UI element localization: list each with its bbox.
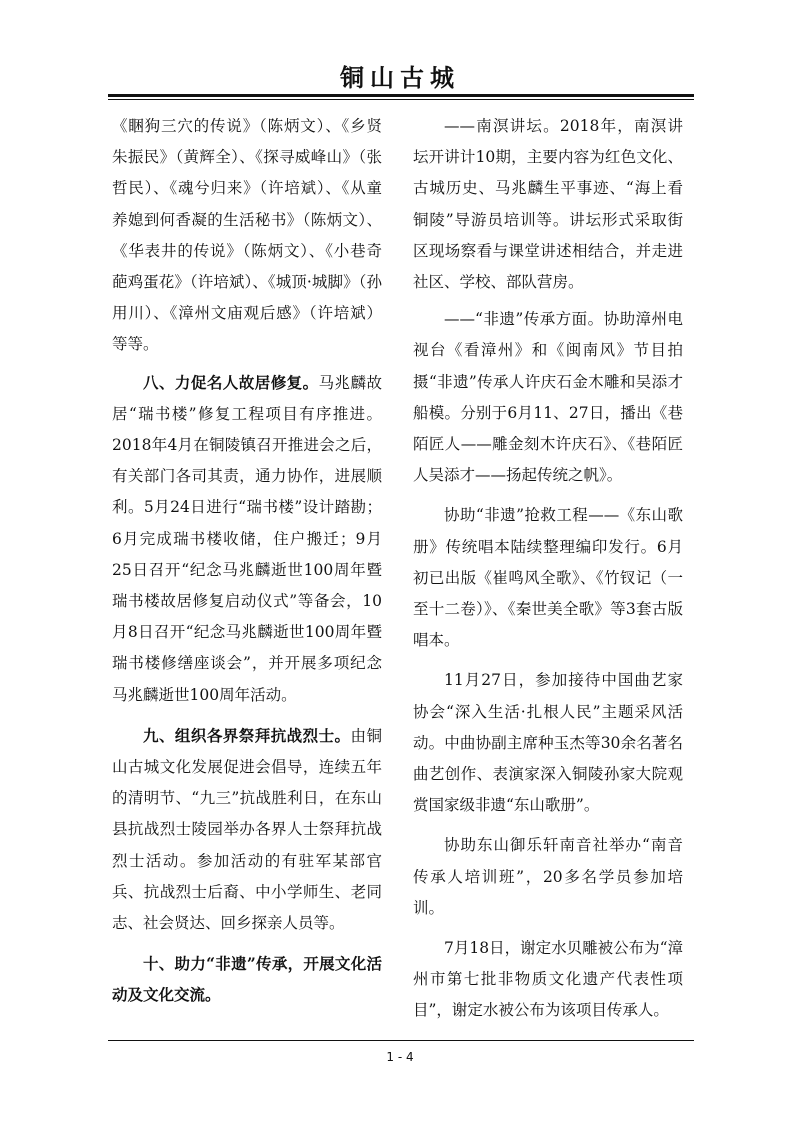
left-paragraph-1: 《睏狗三穴的传说》（陈炳文）、《乡贤朱振民》（黄辉全）、《探寻威峰山》（张哲民）、《魂兮归来》（许培斌）、《从童养媳到何香凝的生活秘书》（陈炳文）、《华表井的传说》（陈炳文）、《小巷奇葩鸡蛋花》（许培斌）、《城顶·城脚》（孙用川）、《漳州文庙观后感》（许培斌）等等。 bbox=[112, 117, 382, 354]
right-paragraph-6: 7月18日，谢定水贝雕被公布为“漳州市第七批非物质文化遗产代表性项目”，谢定水被公布为该项目传承人。 bbox=[413, 939, 684, 1020]
footer-rule bbox=[108, 1040, 694, 1041]
section-8-heading: 八、力促名人故居修复。 bbox=[143, 372, 319, 392]
left-column bbox=[112, 111, 382, 1011]
right-paragraph-4: 11月27日，参加接待中国曲艺家协会“深入生活·扎根人民”主题采风活动。中曲协副主席种玉杰等30余名著名曲艺创作、表演家深入铜陵孙家大院观赏国家级非遗“东山歌册”。 bbox=[413, 671, 683, 815]
header-rule-thin bbox=[108, 99, 694, 100]
right-paragraph-5: 协助东山御乐轩南音社举办“南音传承人培训班”，20多名学员参加培训。 bbox=[413, 836, 683, 917]
section-9-heading: 九、组织各界祭拜抗战烈士。 bbox=[143, 725, 351, 745]
section-10-heading: 十、助力“非遗”传承，开展文化活动及文化交流。 bbox=[112, 954, 382, 1005]
header-rule-thick bbox=[108, 94, 694, 97]
page-header-title: 铜山古城 bbox=[340, 63, 460, 92]
section-9-body: 由铜山古城文化发展促进会倡导，连续五年的清明节、“九三”抗战胜利日，在东山县抗战烈士陵园举办各界人士祭拜抗战烈士活动。参加活动的有驻军某部官兵、抗战烈士后裔、中小学师生、老同志、社会贤达、回乡探亲人员等。 bbox=[112, 726, 382, 933]
page-number: 1 - 4 bbox=[386, 1050, 414, 1064]
right-paragraph-1: ——南溟讲坛。2018年，南溟讲坛开讲计10期，主要内容为红色文化、古城历史、马兆麟生平事迹、“海上看铜陵”导游员培训等。讲坛形式采取街区现场察看与课堂讲述相结合，并走进社区、学校、部队营房。 bbox=[413, 117, 683, 292]
left-paragraph-3 bbox=[112, 720, 382, 939]
section-8-body: 马兆麟故居“瑞书楼”修复工程项目有序推进。2018年4月在铜陵镇召开推进会之后，有关部门各司其责，通力协作，进展顺利。5月24日进行“瑞书楼”设计踏勘；6月完成瑞书楼收储，住户搬迁；9月25日召开“纪念马兆麟逝世100周年暨瑞书楼故居修复启动仪式”等备会，10月8日召开“纪念马兆麟逝世100周年暨瑞书楼修缮座谈会”，并开展多项纪念马兆麟逝世100周年活动。 bbox=[112, 373, 382, 704]
right-paragraph-2: ——“非遗”传承方面。协助漳州电视台《看漳州》和《闽南风》节目拍摄“非遗”传承人许庆石金木雕和吴添才船模。分别于6月11、27日，播出《巷陌匠人——雕金刻木许庆石》、《巷陌匠人吴添才——扬起传统之帆》。 bbox=[413, 310, 683, 485]
right-paragraph-3: 协助“非遗”抢救工程——《东山歌册》传统唱本陆续整理编印发行。6月初已出版《崔鸣风全歌》、《竹钗记（一至十二卷）》、《秦世美全歌》等3套古版唱本。 bbox=[413, 506, 683, 650]
right-column bbox=[413, 111, 683, 1027]
left-paragraph-2 bbox=[112, 367, 382, 711]
